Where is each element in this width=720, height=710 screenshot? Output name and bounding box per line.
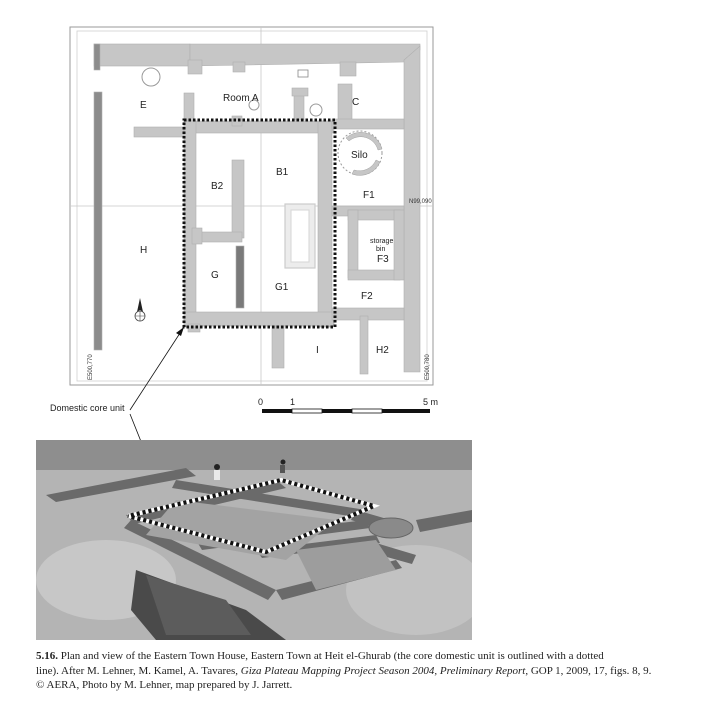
wall [188, 60, 202, 74]
caption-text-2b: , GOP 1, 2009, 17, figs. 8, 9. [525, 664, 652, 677]
wall [348, 270, 400, 280]
wall [318, 121, 332, 327]
grid-label-north: N99,090 [409, 199, 432, 205]
wall [196, 232, 242, 242]
wall [404, 46, 420, 372]
scale-label-1: 1 [290, 397, 296, 407]
wall [94, 92, 102, 350]
grid-label-east: E500,780 [425, 354, 431, 380]
wall [348, 210, 358, 278]
callout-arrow-to-photo [130, 414, 158, 440]
label-b2: B2 [211, 181, 224, 192]
wall [233, 62, 245, 72]
wall [94, 44, 100, 70]
silo-in-photo [369, 518, 413, 538]
label-c: C [352, 97, 360, 108]
scale-label-5m: 5 m [423, 397, 439, 407]
label-room-a: Room A [223, 93, 259, 104]
figure-caption [36, 649, 686, 693]
person-figure [280, 460, 286, 474]
label-g1: G1 [275, 282, 289, 293]
figure-number: 5.16. [36, 650, 58, 662]
label-f2: F2 [361, 291, 373, 302]
label-g: G [211, 270, 219, 281]
wall [394, 210, 404, 280]
excavation-photo [36, 440, 472, 640]
wall [272, 326, 284, 368]
label-b1: B1 [276, 167, 289, 178]
scale-bar [262, 409, 430, 413]
pit-feature [142, 68, 160, 86]
label-f1: F1 [363, 190, 375, 201]
scale-label-0: 0 [258, 397, 264, 407]
wall [184, 121, 334, 133]
wall [338, 84, 352, 120]
wall [340, 62, 356, 76]
label-silo: Silo [351, 150, 368, 161]
caption-text-2-italic: Giza Plateau Mapping Project Season 2004, Preliminary Report [240, 664, 526, 677]
wall [94, 44, 190, 66]
label-h2: H2 [376, 345, 389, 356]
caption-line-2 [36, 664, 686, 679]
grid-label-west: E500,770 [88, 354, 94, 380]
wall [292, 88, 308, 96]
wall [360, 316, 368, 374]
label-e: E [140, 100, 147, 111]
wall [332, 119, 404, 129]
caption-line-1 [36, 649, 686, 664]
person-figure [214, 464, 220, 480]
wall [192, 228, 202, 244]
callout-domestic-core: Domestic core unit [50, 403, 125, 413]
wall [184, 121, 196, 327]
wall [134, 127, 184, 137]
label-bin: bin [376, 246, 386, 253]
label-f3: F3 [377, 254, 389, 265]
wall [236, 246, 244, 308]
wall [184, 312, 334, 326]
wall [232, 160, 244, 238]
label-storage: storage [370, 238, 394, 245]
bin-feature [298, 70, 308, 77]
caption-text-2a: line). After M. Lehner, M. Kamel, A. Tavares, [36, 664, 241, 677]
wall [188, 324, 200, 332]
label-h: H [140, 245, 148, 256]
caption-text-1: Plan and view of the Eastern Town House, Eastern Town at Heit el-Ghurab (the core domestic unit is outlined with a dotted [60, 650, 604, 662]
caption-line-3: © AERA, Photo by M. Lehner, map prepared by J. Jarrett. [36, 679, 293, 691]
label-i: I [316, 345, 319, 356]
pit-feature [310, 104, 322, 116]
